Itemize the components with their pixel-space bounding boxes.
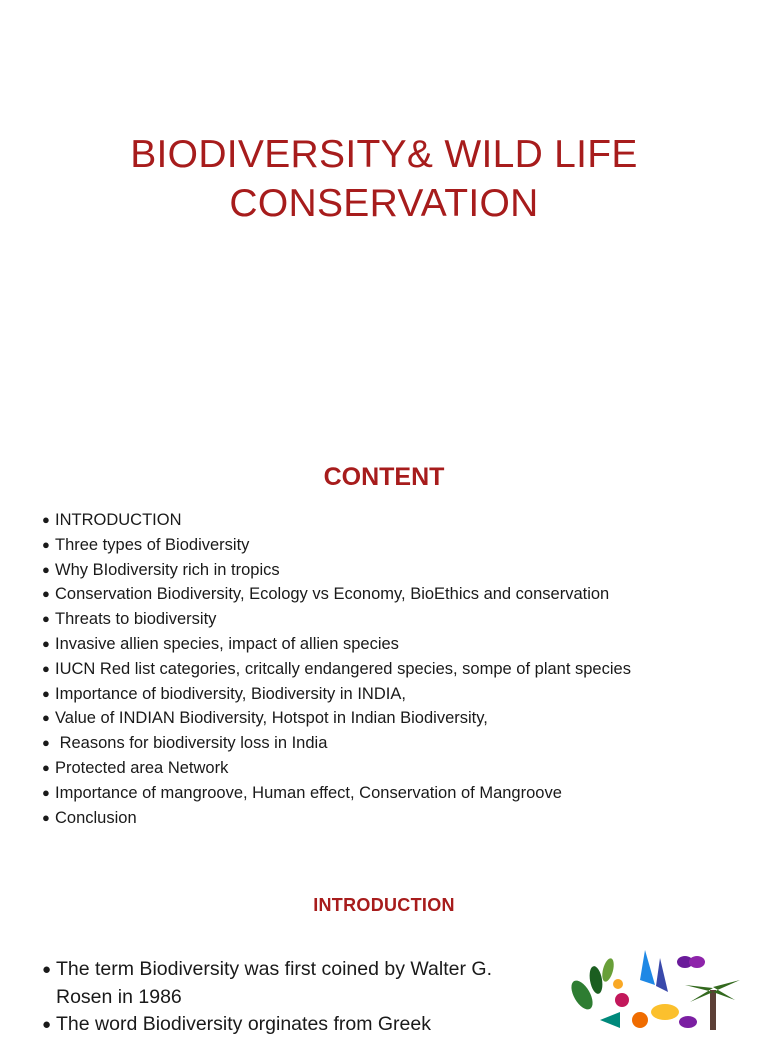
list-item xyxy=(42,508,742,533)
list-item xyxy=(42,607,742,632)
list-item-text: Invasive allien species, impact of allien species xyxy=(55,634,399,653)
list-item-text: INTRODUCTION xyxy=(55,511,182,529)
bullet-icon: ● xyxy=(42,561,50,577)
bullet-icon: ● xyxy=(42,961,52,978)
list-item-text: Importance of biodiversity, Biodiversity in INDIA, xyxy=(55,684,406,703)
introduction-list xyxy=(42,956,512,1039)
bullet-icon: ● xyxy=(42,611,50,627)
list-item xyxy=(42,706,742,731)
content-list xyxy=(42,508,742,830)
list-item xyxy=(42,558,742,583)
bullet-icon: ● xyxy=(42,660,50,676)
list-item xyxy=(42,806,742,831)
biodiversity-collage-icon xyxy=(560,940,750,1030)
list-item-text: Conservation Biodiversity, Ecology vs Economy, BioEthics and conservation xyxy=(55,585,610,604)
list-item-text: The word Biodiversity orginates from Greek xyxy=(56,1013,431,1035)
list-item xyxy=(42,731,742,756)
slide-title-line-2: CONSERVATION xyxy=(229,182,539,225)
list-item-text: Threats to biodiversity xyxy=(55,610,217,629)
bullet-icon: ● xyxy=(42,685,50,701)
introduction-heading: INTRODUCTION xyxy=(313,895,455,915)
list-item xyxy=(42,956,512,1011)
list-item xyxy=(42,533,742,558)
list-item-text: The term Biodiversity was first coined by Walter G. Rosen in 1986 xyxy=(56,958,492,1008)
list-item xyxy=(42,657,742,682)
list-item xyxy=(42,582,742,607)
bullet-icon: ● xyxy=(42,784,50,800)
list-item-text: Why BIodiversity rich in tropics xyxy=(55,560,280,579)
slide-title-line-1: BIODIVERSITY& WILD LIFE xyxy=(130,133,638,176)
list-item xyxy=(42,1011,512,1039)
content-heading: CONTENT xyxy=(323,463,445,491)
list-item-text: Three types of Biodiversity xyxy=(55,535,250,554)
list-item-text: IUCN Red list categories, critcally endangered species, sompe of plant species xyxy=(55,659,631,678)
slide-title xyxy=(0,130,768,228)
list-item-text: Conclusion xyxy=(55,808,137,827)
list-item-text: Protected area Network xyxy=(55,758,229,777)
bullet-icon: ● xyxy=(42,710,50,726)
bullet-icon: ● xyxy=(42,635,50,651)
bullet-icon: ● xyxy=(42,735,50,751)
bullet-icon: ● xyxy=(42,809,50,825)
list-item xyxy=(42,632,742,657)
bullet-icon: ● xyxy=(42,536,50,552)
list-item xyxy=(42,781,742,806)
bullet-icon: ● xyxy=(42,759,50,775)
bullet-icon: ● xyxy=(42,512,50,527)
bullet-icon: ● xyxy=(42,586,50,602)
list-item-text: Reasons for biodiversity loss in India xyxy=(55,734,328,753)
list-item xyxy=(42,756,742,781)
list-item-text: Importance of mangroove, Human effect, Conservation of Mangroove xyxy=(55,783,562,802)
list-item xyxy=(42,682,742,707)
list-item-text: Value of INDIAN Biodiversity, Hotspot in Indian Biodiversity, xyxy=(55,709,488,728)
bullet-icon: ● xyxy=(42,1016,52,1033)
